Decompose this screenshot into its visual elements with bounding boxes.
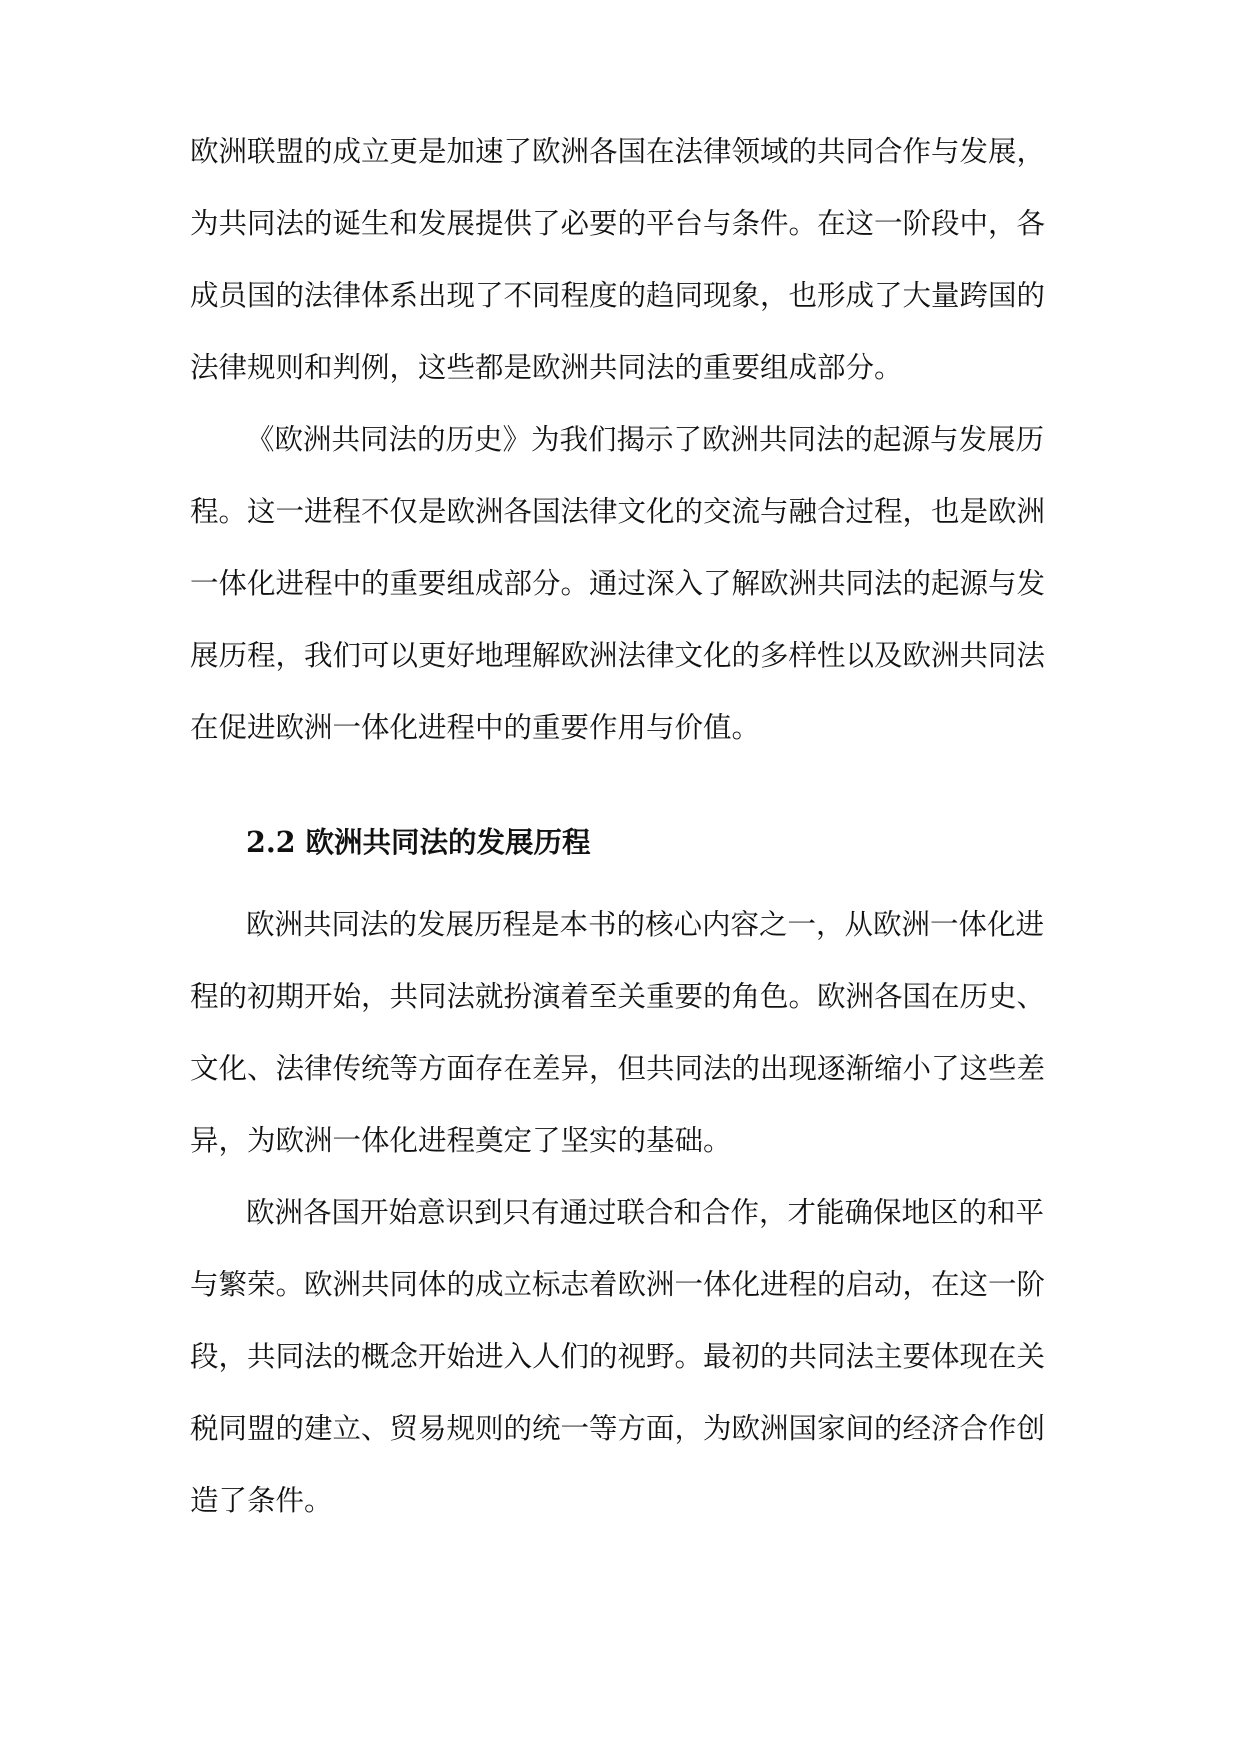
section-heading: 2.2 欧洲共同法的发展历程 [246, 825, 591, 859]
paragraph-2-line-4: 展历程，我们可以更好地理解欧洲法律文化的多样性以及欧洲共同法 [190, 639, 1046, 672]
paragraph-4-line-2: 与繁荣。欧洲共同体的成立标志着欧洲一体化进程的启动，在这一阶 [190, 1268, 1046, 1301]
paragraph-3-line-2: 程的初期开始，共同法就扮演着至关重要的角色。欧洲各国在历史、 [190, 980, 1046, 1013]
paragraph-1-line-4: 法律规则和判例，这些都是欧洲共同法的重要组成部分。 [190, 351, 903, 384]
paragraph-2-line-1: 《欧洲共同法的历史》为我们揭示了欧洲共同法的起源与发展历 [246, 423, 1045, 456]
paragraph-4-line-5: 造了条件。 [190, 1484, 333, 1517]
paragraph-1-line-2: 为共同法的诞生和发展提供了必要的平台与条件。在这一阶段中，各 [190, 207, 1046, 240]
paragraph-1-line-3: 成员国的法律体系出现了不同程度的趋同现象，也形成了大量跨国的 [190, 279, 1046, 312]
paragraph-4-line-4: 税同盟的建立、贸易规则的统一等方面，为欧洲国家间的经济合作创 [190, 1412, 1046, 1445]
paragraph-3-line-1: 欧洲共同法的发展历程是本书的核心内容之一，从欧洲一体化进 [246, 908, 1045, 941]
paragraph-2-line-5: 在促进欧洲一体化进程中的重要作用与价值。 [190, 711, 761, 744]
paragraph-4-line-1: 欧洲各国开始意识到只有通过联合和合作，才能确保地区的和平 [246, 1196, 1045, 1229]
paragraph-3-line-3: 文化、法律传统等方面存在差异，但共同法的出现逐渐缩小了这些差 [190, 1052, 1046, 1085]
paragraph-3-line-4: 异，为欧洲一体化进程奠定了坚实的基础。 [190, 1124, 732, 1157]
paragraph-2-line-3: 一体化进程中的重要组成部分。通过深入了解欧洲共同法的起源与发 [190, 567, 1046, 600]
paragraph-2-line-2: 程。这一进程不仅是欧洲各国法律文化的交流与融合过程，也是欧洲 [190, 495, 1046, 528]
paragraph-1-line-1: 欧洲联盟的成立更是加速了欧洲各国在法律领域的共同合作与发展， [190, 135, 1046, 168]
paragraph-4-line-3: 段，共同法的概念开始进入人们的视野。最初的共同法主要体现在关 [190, 1340, 1046, 1373]
